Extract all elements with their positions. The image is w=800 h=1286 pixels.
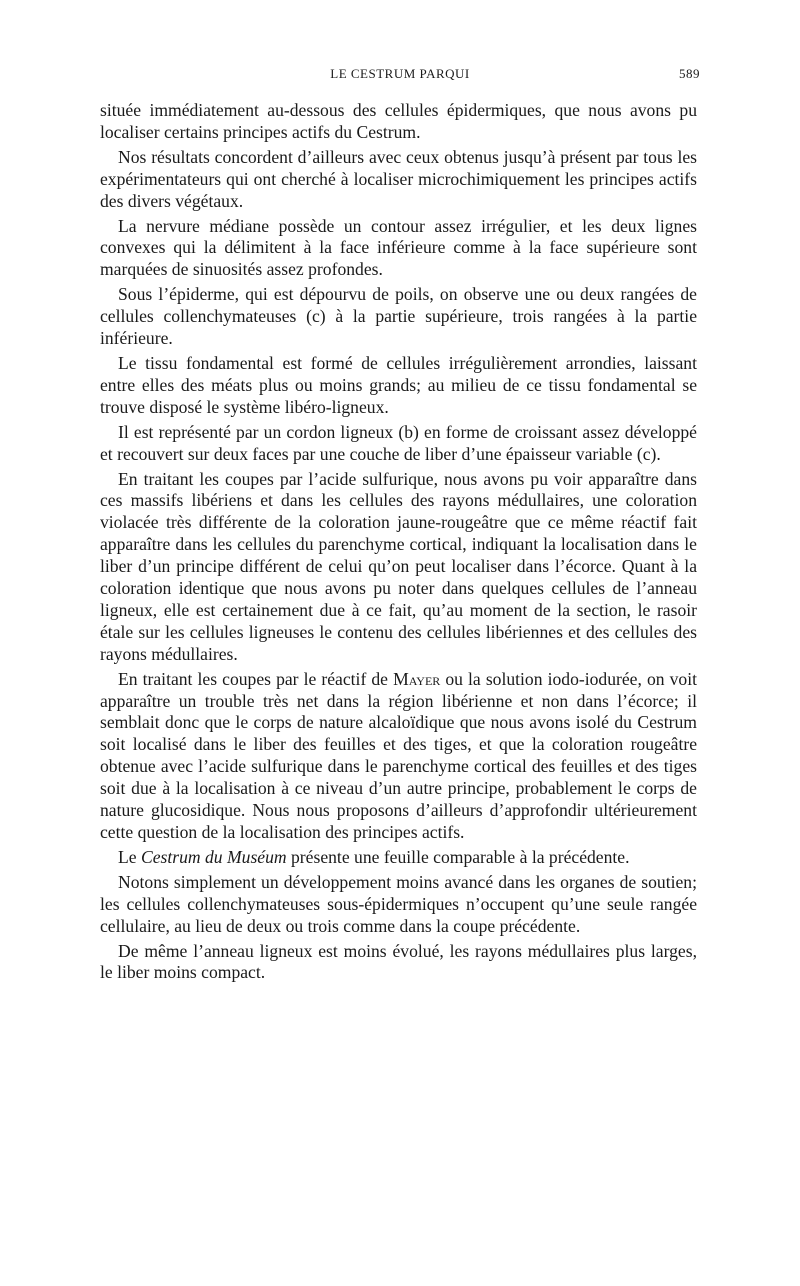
paragraph: Nos résultats concordent d’ailleurs avec ceux obtenus jusqu’à présent par tous les expérimentateurs qui ont cherché à localiser microchimiquement les principes actifs des divers végétaux. [100,146,697,211]
paragraph-continuation: située immédiatement au-dessous des cellules épidermiques, que nous avons pu localiser certains principes actifs du Cestrum. [100,100,697,142]
paragraph: Le tissu fondamental est formé de cellules irrégulièrement arrondies, laissant entre elles des méats plus ou moins grands; au milieu de ce tissu fondamental se trouve disposé le système libéro-ligneux. [100,352,697,417]
paragraph: Sous l’épiderme, qui est dépourvu de poils, on observe une ou deux rangées de cellules collenchymateuses (c) à la partie supérieure, trois rangées à la partie inférieure. [100,284,697,349]
paragraph: Il est représenté par un cordon ligneux (b) en forme de croissant assez développé et recouvert sur deux faces par une couche de liber d’une épaisseur variable (c). [100,421,697,464]
paragraph: De même l’anneau ligneux est moins évolué, les rayons médullaires plus larges, le liber moins compact. [100,940,697,983]
running-title: LE CESTRUM PARQUI [330,66,470,81]
paragraph: Notons simplement un développement moins avancé dans les organes de soutien; les cellules collenchymateuses sous-épidermiques n’occupent qu’une seule rangée cellulaire, au lieu de deux ou trois comme dans la coupe précédente. [100,871,697,936]
paragraph: Le Cestrum du Muséum présente une feuille comparable à la précédente. [118,846,630,867]
paragraph: En traitant les coupes par l’acide sulfurique, nous avons pu voir apparaître dans ces massifs libériens et dans les cellules des rayons médullaires, une coloration violacée très différente de la coloration jaune-rougeâtre que ce même réactif fait apparaître dans les cellules du parenchyme cortical, indiquant la localisation dans le liber d’un principe différent de celui qu’on peut localiser dans l’écorce. Quant à la coloration identique que nous avons pu noter dans quelques cellules de l’anneau ligneux, elle est certainement due à ce fait, qu’au moment de la section, le rasoir étale sur les cellules ligneuses le contenu des cellules libériennes et des cellules des rayons médullaires. [100,468,697,664]
author-name-mayer: Mayer [393,668,441,689]
page-number: 589 [679,66,700,81]
paragraph: En traitant les coupes par le réactif de Mayer ou la solution iodo-iodurée, on voit apparaître un trouble très net dans la région libérienne et non dans l’écorce; il semblait donc que le corps de nature alcaloïdique que nous avons isolé du Cestrum soit localisé dans le liber des feuilles et des tiges, et que la coloration rougeâtre obtenue avec l’acide sulfurique dans le parenchyme cortical des feuilles et des tiges soit due à la localisation à ce niveau d’un autre principe, probablement le corps de nature glucosidique. Nous nous proposons d’ailleurs d’approfondir ultérieurement cette question de la localisation des principes actifs. [100,668,697,842]
italic-term: Cestrum du Muséum [140,846,287,867]
paragraph: La nervure médiane possède un contour assez irrégulier, et les deux lignes convexes qui la délimitent à la face inférieure comme à la face supérieure sont marquées de sinuosités assez profondes. [100,215,697,280]
body-text [100,100,697,987]
running-head [100,66,700,86]
